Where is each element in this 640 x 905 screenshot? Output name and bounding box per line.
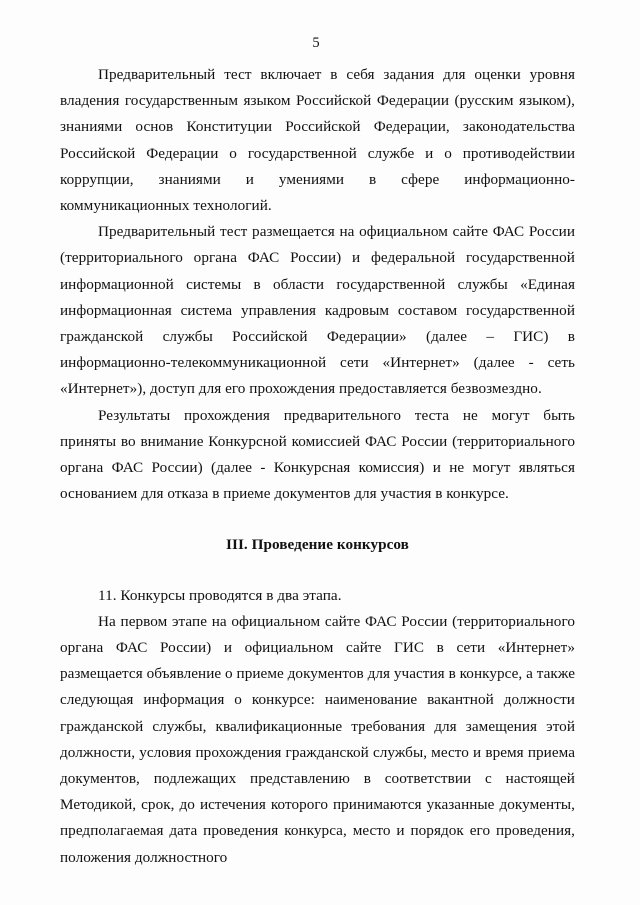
paragraph-preliminary-test-placement: Предварительный тест размещается на официальном сайте ФАС России (территориального органа ФАС России) и федеральной государственной информационной системы в области государственной службы «Единая информационная система управления кадровым составом государственной гражданской службы Российской Федерации» (далее – ГИС) в информационно-телекоммуникационной сети «Интернет» (далее - сеть «Интернет»), доступ для его прохождения предоставляется безвозмездно. xyxy=(60,223,575,398)
document-body xyxy=(60,62,575,871)
section-heading: III. Проведение конкурсов xyxy=(226,536,409,554)
paragraph-preliminary-test-content: Предварительный тест включает в себя задания для оценки уровня владения государственным языком Российской Федерации (русским языком), знаниями основ Конституции Российской Федерации, законодательства Российской Федерации о государственной службе и о противодействии коррупции, знаниями и умениями в сфере информационно-коммуникационных технологий. xyxy=(60,66,575,215)
paragraph-preliminary-test-results: Результаты прохождения предварительного теста не могут быть приняты во внимание Конкурсной комиссией ФАС России (территориального органа ФАС России) (далее - Конкурсная комиссия) и не могут являться основанием для отказа в приеме документов для участия в конкурсе. xyxy=(60,406,575,503)
page-number: 5 xyxy=(312,35,320,51)
paragraph-first-stage: На первом этапе на официальном сайте ФАС России (территориального органа ФАС России) и официальном сайте ГИС в сети «Интернет» размещается объявление о приеме документов для участия в конкурсе, а также следующая информация о конкурсе: наименование вакантной должности гражданской службы, квалификационные требования для замещения этой должности, условия прохождения гражданской службы, место и время приема документов, подлежащих представлению в соответствии с настоящей Методикой, срок, до истечения которого принимаются указанные документы, предполагаемая дата проведения конкурса, место и порядок его проведения, положения должностного xyxy=(60,612,575,866)
paragraph-item-11: 11. Конкурсы проводятся в два этапа. xyxy=(98,586,342,604)
